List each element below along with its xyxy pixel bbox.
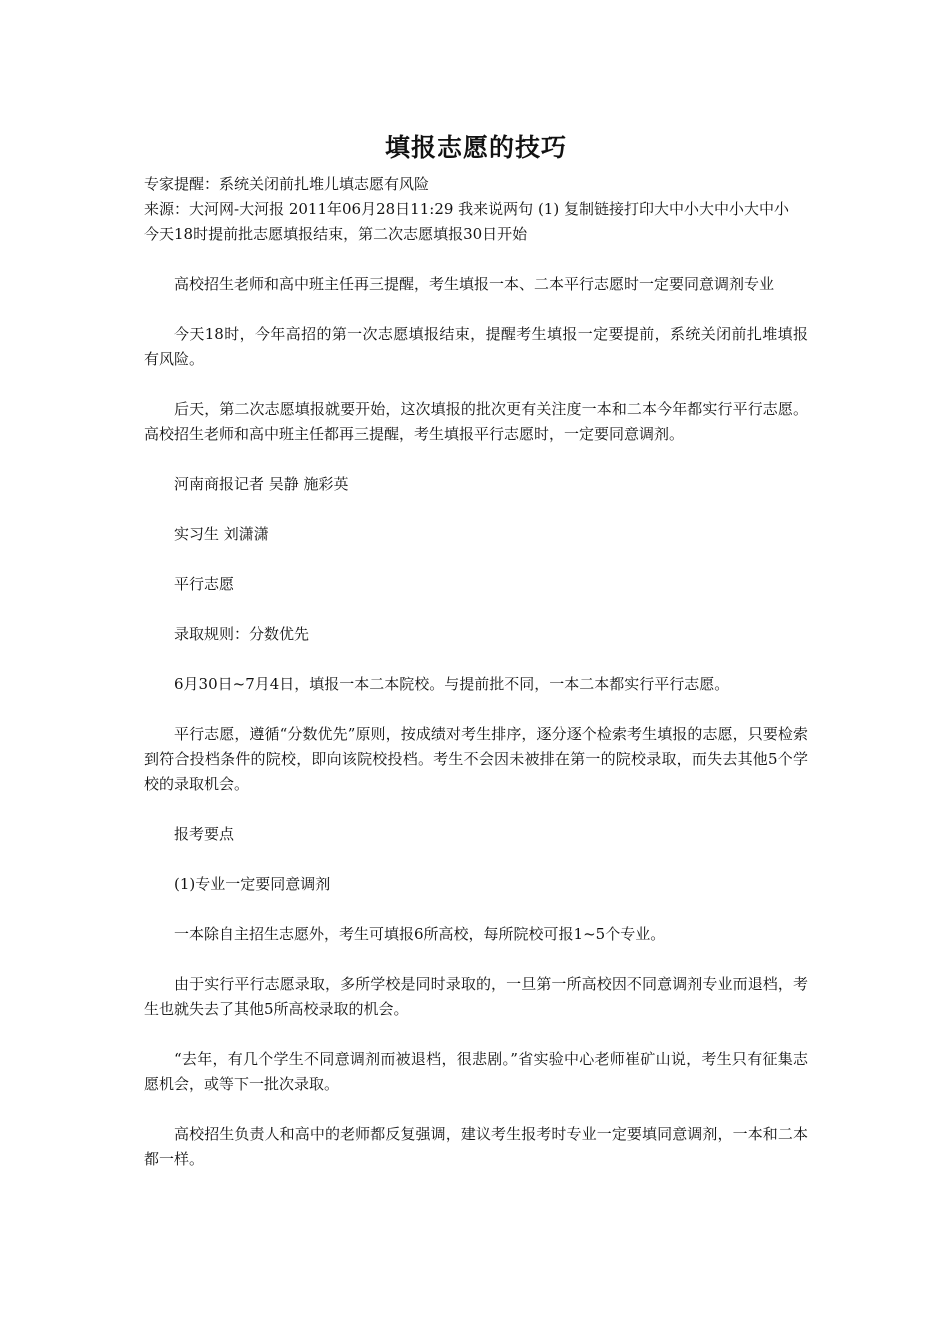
source-line: 来源：大河网-大河报 2011年06月28日11:29 我来说两句 (1) 复制链接打印大中小大中小大中小 今天18时提前批志愿填报结束，第二次志愿填报30日开始: [144, 200, 819, 243]
paragraph-parallel-explained: 平行志愿，遵循“分数优先”原则，按成绩对考生排序，逐分逐个检索考生填报的志愿，只要检索到符合投档条件的院校，即向该院校投档。考生不会因未被排在第一的院校录取，而失去其他5个学校的录取机会。: [144, 725, 808, 793]
paragraph-deadline: 今天18时，今年高招的第一次志愿填报结束，提醒考生填报一定要提前，系统关闭前扎堆填报有风险。: [144, 325, 808, 368]
paragraph-advice: 高校招生负责人和高中的老师都反复强调，建议考生报考时专业一定要填同意调剂，一本和二本都一样。: [144, 1125, 808, 1168]
document-page: [144, 128, 819, 1197]
paragraph-second-round: 后天，第二次志愿填报就要开始，这次填报的批次更有关注度一本和二本今年都实行平行志愿。高校招生老师和高中班主任都再三提醒，考生填报平行志愿时，一定要同意调剂。: [144, 400, 808, 443]
document-title: 填报志愿的技巧: [384, 133, 567, 162]
paragraph-dates: 6月30日~7月4日，填报一本二本院校。与提前批不同，一本二本都实行平行志愿。: [174, 675, 730, 693]
paragraph-six-schools: 一本除自主招生志愿外，考生可填报6所高校，每所院校可报1~5个专业。: [174, 925, 666, 943]
paragraph-intro: 高校招生老师和高中班主任再三提醒，考生填报一本、二本平行志愿时一定要同意调剂专业: [174, 275, 775, 293]
paragraph-quote: “去年，有几个学生不同意调剂而被退档，很悲剧。”省实验中心老师崔矿山说，考生只有征集志愿机会，或等下一批次录取。: [144, 1050, 808, 1093]
section-heading-key-points: 报考要点: [174, 825, 235, 843]
subheading-rule: 录取规则：分数优先: [174, 625, 310, 643]
section-heading-parallel: 平行志愿: [174, 575, 235, 593]
byline-reporters: 河南商报记者 吴静 施彩英: [174, 475, 349, 493]
byline-intern: 实习生 刘潇潇: [174, 525, 269, 543]
expert-tip: 专家提醒：系统关闭前扎堆儿填志愿有风险: [144, 175, 430, 193]
paragraph-withdrawal: 由于实行平行志愿录取，多所学校是同时录取的，一旦第一所高校因不同意调剂专业而退档，考生也就失去了其他5所高校录取的机会。: [144, 975, 808, 1018]
point-1-heading: (1)专业一定要同意调剂: [174, 875, 331, 893]
